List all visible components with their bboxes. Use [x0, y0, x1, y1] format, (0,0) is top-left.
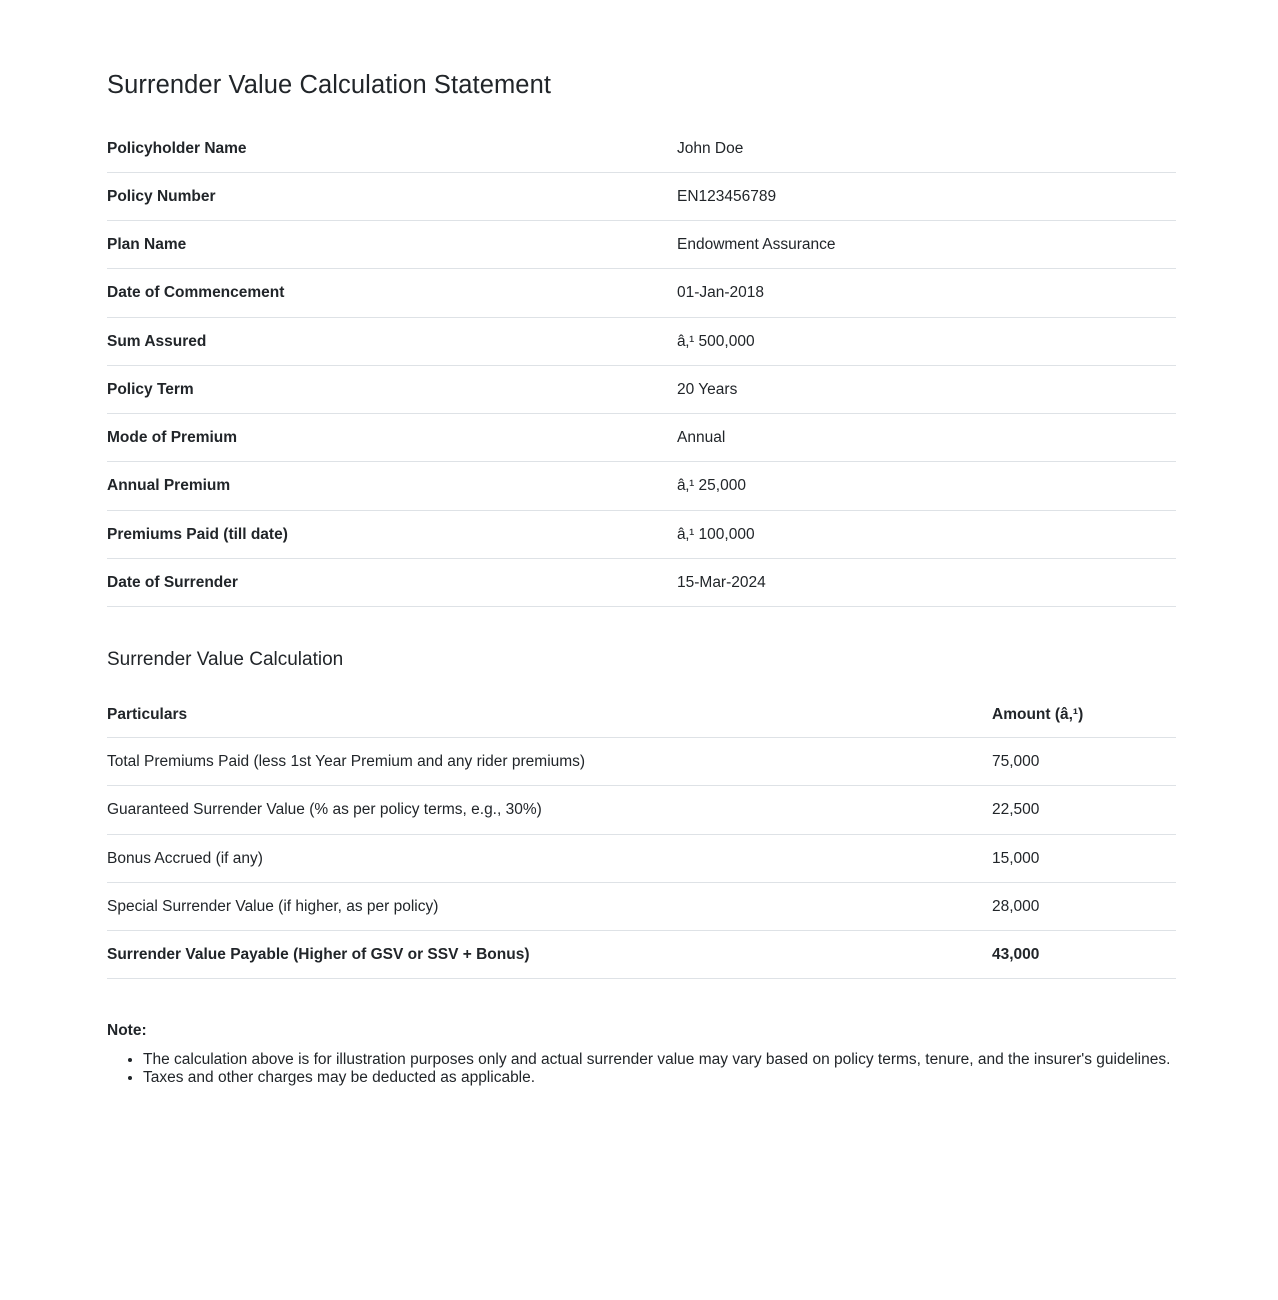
detail-label: Date of Commencement [107, 269, 677, 317]
detail-label: Mode of Premium [107, 414, 677, 462]
table-row [107, 738, 1176, 786]
column-header-amount: Amount (â‚¹) [992, 692, 1176, 738]
policy-details-table [107, 125, 1176, 608]
particular-label: Special Surrender Value (if higher, as per policy) [107, 882, 992, 930]
detail-label: Plan Name [107, 221, 677, 269]
amount-value: 75,000 [992, 738, 1176, 786]
document-content [107, 0, 1176, 1087]
detail-value: â‚¹ 500,000 [677, 317, 1176, 365]
particular-label: Total Premiums Paid (less 1st Year Premium and any rider premiums) [107, 738, 992, 786]
detail-value: â‚¹ 25,000 [677, 462, 1176, 510]
table-row [107, 882, 1176, 930]
amount-value: 15,000 [992, 834, 1176, 882]
particular-label: Bonus Accrued (if any) [107, 834, 992, 882]
surrender-value-calculation-table [107, 692, 1176, 980]
table-row [107, 317, 1176, 365]
amount-value: 43,000 [992, 931, 1176, 979]
table-row [107, 221, 1176, 269]
policy-details-body [107, 125, 1176, 607]
detail-value: â‚¹ 100,000 [677, 510, 1176, 558]
calculation-table-head [107, 692, 1176, 738]
detail-value: 20 Years [677, 365, 1176, 413]
detail-label: Policy Number [107, 172, 677, 220]
note-block [107, 1019, 1176, 1087]
table-header-row [107, 692, 1176, 738]
table-row [107, 786, 1176, 834]
note-item: • The calculation above is for illustration purposes only and actual surrender value may vary based on policy terms, tenure, and the insurer's guidelines. [143, 1051, 1176, 1069]
calculation-table-body [107, 738, 1176, 979]
page-title: Surrender Value Calculation Statement [107, 71, 552, 99]
table-row [107, 125, 1176, 173]
detail-label: Sum Assured [107, 317, 677, 365]
column-header-particulars: Particulars [107, 692, 992, 738]
detail-label: Annual Premium [107, 462, 677, 510]
table-row [107, 414, 1176, 462]
detail-value: John Doe [677, 125, 1176, 173]
table-row [107, 834, 1176, 882]
detail-value: Endowment Assurance [677, 221, 1176, 269]
detail-label: Premiums Paid (till date) [107, 510, 677, 558]
detail-label: Date of Surrender [107, 558, 677, 606]
detail-value: Annual [677, 414, 1176, 462]
table-row [107, 269, 1176, 317]
particular-label: Surrender Value Payable (Higher of GSV or SSV + Bonus) [107, 931, 992, 979]
particular-label: Guaranteed Surrender Value (% as per policy terms, e.g., 30%) [107, 786, 992, 834]
note-heading: Note: [107, 1022, 147, 1040]
table-row [107, 462, 1176, 510]
calculation-section-title: Surrender Value Calculation [107, 649, 344, 671]
table-row-total [107, 931, 1176, 979]
amount-value: 28,000 [992, 882, 1176, 930]
note-list [107, 1051, 1176, 1088]
table-row [107, 510, 1176, 558]
table-row [107, 365, 1176, 413]
detail-value: 01-Jan-2018 [677, 269, 1176, 317]
table-row [107, 172, 1176, 220]
amount-value: 22,500 [992, 786, 1176, 834]
detail-value: 15-Mar-2024 [677, 558, 1176, 606]
detail-label: Policy Term [107, 365, 677, 413]
table-row [107, 558, 1176, 606]
detail-value: EN123456789 [677, 172, 1176, 220]
note-item: • Taxes and other charges may be deducted as applicable. [143, 1069, 1176, 1087]
detail-label: Policyholder Name [107, 125, 677, 173]
